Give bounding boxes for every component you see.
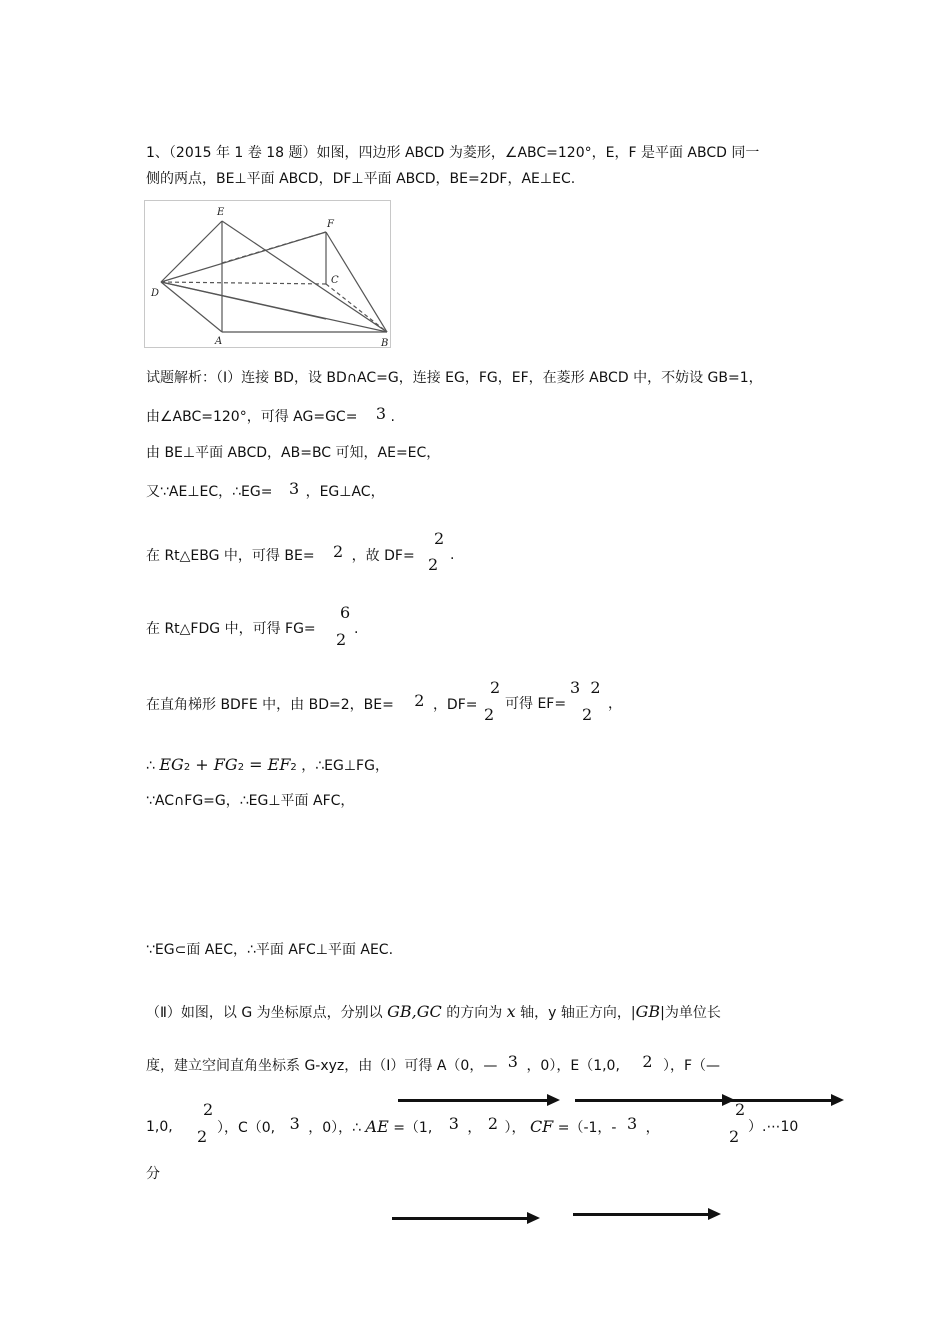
edge-DA xyxy=(161,282,222,332)
text: ，∴EG⊥FG， xyxy=(301,758,389,774)
comma: , xyxy=(411,1002,417,1021)
sqrt-2: 2 xyxy=(414,691,425,710)
therefore-symbol: ∴ xyxy=(146,758,155,774)
text: |为单位长 xyxy=(660,1005,721,1021)
vector-arrow xyxy=(398,1099,548,1102)
text: ，故 DF= xyxy=(351,548,415,564)
label-C: C xyxy=(331,275,339,286)
fraction-denominator: 2 xyxy=(484,705,495,724)
math-EF: EF xyxy=(267,755,291,774)
text: ，EG⊥AC， xyxy=(305,484,385,500)
fraction-numerator: 2 xyxy=(434,529,445,548)
label-B: B xyxy=(381,338,389,349)
sqrt-3: 3 xyxy=(289,1114,300,1133)
sqrt-2: 2 xyxy=(487,1114,499,1133)
fraction-denominator: 2 xyxy=(197,1127,208,1146)
text: ，0），∴ xyxy=(308,1120,362,1136)
text: （Ⅱ）如图，以 G 为坐标原点，分别以 xyxy=(146,1005,383,1021)
vector-GB: GB xyxy=(635,1002,661,1021)
math-FG: FG xyxy=(213,755,238,774)
vector-AE: AE xyxy=(365,1117,389,1136)
fraction-numerator: 3 2 xyxy=(570,678,601,697)
geometry-figure xyxy=(144,200,391,348)
fraction-numerator: 2 xyxy=(203,1100,214,1119)
text: 度，建立空间直角坐标系 G-xyz，由（Ⅰ）可得 A（0，— xyxy=(146,1058,498,1074)
fraction-numerator: 2 xyxy=(735,1100,746,1119)
text: 轴，y 轴正方向，| xyxy=(520,1005,636,1021)
sqrt-3: 3 xyxy=(507,1052,518,1071)
vector-arrow xyxy=(575,1099,723,1102)
edge-DC-dashed xyxy=(161,282,326,284)
text: ，DF= xyxy=(432,697,478,713)
problem-line-1: 1、（2015 年 1 卷 18 题）如图，四边形 ABCD 为菱形，∠ABC=120°，E，F 是平面 ABCD 同一 xyxy=(146,145,760,161)
square: 2 xyxy=(183,762,191,773)
edge-EB xyxy=(222,221,387,332)
text: . xyxy=(390,409,395,425)
solution-line-13-rest xyxy=(217,1114,660,1138)
solution-line-11 xyxy=(146,1002,721,1023)
label-A: A xyxy=(215,336,223,347)
equals: = xyxy=(244,755,268,774)
text: ），F（— xyxy=(663,1058,721,1074)
text: 由∠ABC=120°，可得 AG=GC= xyxy=(146,409,358,425)
text: 在 Rt△EBG 中，可得 BE= xyxy=(146,548,315,564)
text: 又∵AE⊥EC，∴EG= xyxy=(146,484,273,500)
fraction-denominator: 2 xyxy=(729,1127,740,1146)
text: ，0），E（1,0, xyxy=(526,1058,620,1074)
x-axis: x xyxy=(506,1002,516,1021)
vector-arrow xyxy=(392,1217,528,1220)
plus: + xyxy=(190,755,214,774)
text: ）.⋯10 xyxy=(748,1119,799,1135)
label-D: D xyxy=(151,288,160,299)
text: =（-1，- xyxy=(557,1120,617,1136)
text: ， xyxy=(645,1120,660,1136)
vector-CF: CF xyxy=(529,1117,554,1136)
vector-arrow xyxy=(573,1213,709,1216)
vector-GC: GC xyxy=(416,1002,442,1021)
solution-line-2 xyxy=(146,404,395,427)
fraction-numerator: 2 xyxy=(490,678,501,697)
solution-line-10: ∵EG⊂面 AEC，∴平面 AFC⊥平面 AEC. xyxy=(146,942,394,958)
square: 2 xyxy=(290,762,297,773)
label-F: F xyxy=(327,219,334,230)
text: . xyxy=(354,621,359,637)
solution-line-9: ∵AC∩FG=G，∴EG⊥平面 AFC， xyxy=(146,793,355,809)
solution-line-12 xyxy=(146,1052,721,1076)
sqrt-3: 3 xyxy=(288,479,300,498)
text: ）， xyxy=(504,1120,526,1136)
text: =（1, xyxy=(393,1120,433,1136)
problem-line-2: 侧的两点，BE⊥平面 ABCD，DF⊥平面 ABCD，BE=2DF，AE⊥EC. xyxy=(146,171,576,187)
math-EG: EG xyxy=(159,755,184,774)
text: 1,0, xyxy=(146,1119,173,1135)
sqrt-2: 2 xyxy=(642,1052,653,1071)
solution-line-6: 在 Rt△FDG 中，可得 FG= xyxy=(146,621,316,637)
label-E: E xyxy=(217,207,225,218)
solution-line-4 xyxy=(146,479,385,502)
fraction-denominator: 2 xyxy=(428,555,439,574)
fraction-numerator: 6 xyxy=(340,603,351,622)
solution-line-3: 由 BE⊥平面 ABCD，AB=BC 可知，AE=EC， xyxy=(146,445,441,461)
solution-line-1: 试题解析：（Ⅰ）连接 BD，设 BD∩AC=G，连接 EG，FG，EF，在菱形 ABCD 中，不妨设 GB=1， xyxy=(146,370,763,386)
fraction-denominator: 2 xyxy=(336,630,347,649)
square: 2 xyxy=(237,762,245,773)
fraction-denominator: 2 xyxy=(582,705,593,724)
vector-arrow xyxy=(712,1099,832,1102)
text: 可得 EF= xyxy=(505,696,567,712)
rhombus-solid-diagram xyxy=(145,201,392,349)
text: ， xyxy=(608,696,622,712)
sqrt-3: 3 xyxy=(626,1114,638,1133)
sqrt-3: 3 xyxy=(375,404,387,423)
solution-line-5 xyxy=(146,542,415,566)
text: . xyxy=(450,547,455,563)
solution-line-14: 分 xyxy=(146,1166,160,1182)
edge-D-mid xyxy=(161,282,326,319)
text: ），C（0, xyxy=(217,1120,276,1136)
vector-GB: GB xyxy=(387,1002,412,1021)
solution-line-8 xyxy=(146,755,389,778)
solution-line-7 xyxy=(146,691,478,715)
sqrt-3: 3 xyxy=(448,1114,459,1133)
text: 的方向为 xyxy=(446,1005,503,1021)
text: ， xyxy=(467,1120,482,1136)
text: 在直角梯形 BDFE 中，由 BD=2，BE= xyxy=(146,697,394,713)
solution-line-13 xyxy=(146,1117,173,1137)
sqrt-2: 2 xyxy=(333,542,344,561)
